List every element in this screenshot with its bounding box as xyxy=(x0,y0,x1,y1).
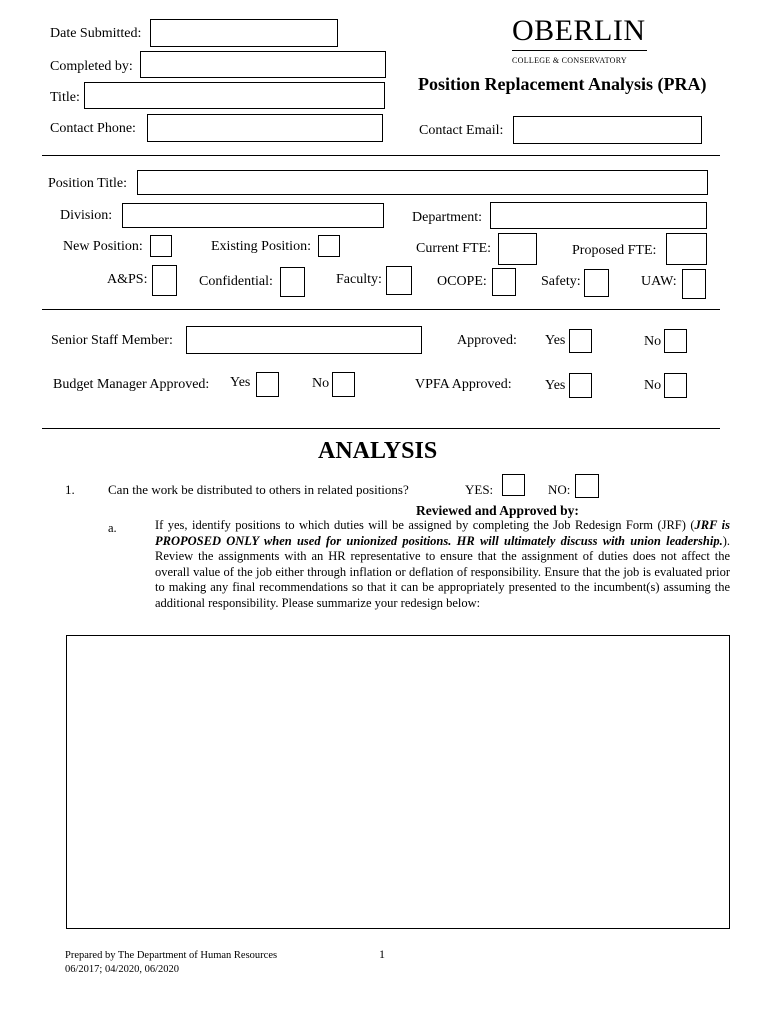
approved-yes-checkbox[interactable] xyxy=(569,329,592,353)
contact-phone-label: Contact Phone: xyxy=(50,121,136,136)
q1-number: 1. xyxy=(65,482,75,497)
q1-yes-label: YES: xyxy=(465,482,494,497)
divider-2 xyxy=(42,309,720,310)
department-label: Department: xyxy=(412,210,482,225)
completed-by-field[interactable] xyxy=(140,51,386,78)
approved-label: Approved: xyxy=(457,333,517,348)
item-a-label: a. xyxy=(108,521,117,535)
uaw-label: UAW: xyxy=(641,274,677,289)
proposed-fte-field[interactable] xyxy=(666,233,707,265)
current-fte-label: Current FTE: xyxy=(416,241,492,256)
q1-no-label: NO: xyxy=(548,482,571,497)
aps-label: A&PS: xyxy=(107,272,148,287)
senior-staff-label: Senior Staff Member: xyxy=(51,333,173,348)
uaw-checkbox[interactable] xyxy=(682,269,706,299)
position-title-label: Position Title: xyxy=(48,176,127,191)
vpfa-yes-checkbox[interactable] xyxy=(569,373,592,398)
form-title: Position Replacement Analysis (PRA) xyxy=(418,74,707,94)
safety-checkbox[interactable] xyxy=(584,269,609,297)
date-submitted-field[interactable] xyxy=(150,19,338,47)
department-field[interactable] xyxy=(490,202,707,229)
new-position-checkbox[interactable] xyxy=(150,235,172,257)
footer-dates: 06/2017; 04/2020, 06/2020 xyxy=(65,964,180,975)
oberlin-logo: OBERLIN xyxy=(512,14,646,47)
aps-checkbox[interactable] xyxy=(152,265,177,296)
date-submitted-label: Date Submitted: xyxy=(50,26,142,41)
existing-position-label: Existing Position: xyxy=(211,239,311,254)
ocope-label: OCOPE: xyxy=(437,274,487,289)
budget-manager-label: Budget Manager Approved: xyxy=(53,377,210,392)
contact-email-label: Contact Email: xyxy=(419,123,504,138)
vpfa-label: VPFA Approved: xyxy=(415,377,512,392)
approved-no-checkbox[interactable] xyxy=(664,329,687,353)
completed-by-label: Completed by: xyxy=(50,59,133,74)
budget-yes-label: Yes xyxy=(230,375,251,390)
oberlin-logo-subtitle: COLLEGE & CONSERVATORY xyxy=(512,56,628,65)
budget-no-checkbox[interactable] xyxy=(332,372,355,397)
divider-1 xyxy=(42,155,720,156)
budget-no-label: No xyxy=(312,376,330,391)
new-position-label: New Position: xyxy=(63,239,143,254)
existing-position-checkbox[interactable] xyxy=(318,235,340,257)
confidential-checkbox[interactable] xyxy=(280,267,305,297)
title-field[interactable] xyxy=(84,82,385,109)
reviewed-approved-label: Reviewed and Approved by: xyxy=(416,503,579,518)
vpfa-no-checkbox[interactable] xyxy=(664,373,687,398)
redesign-summary-textarea[interactable] xyxy=(66,635,730,929)
division-label: Division: xyxy=(60,208,113,223)
q1-question: Can the work be distributed to others in related positions? xyxy=(108,482,409,497)
analysis-heading: ANALYSIS xyxy=(318,438,438,464)
q1-yes-checkbox[interactable] xyxy=(502,474,525,496)
title-label: Title: xyxy=(50,90,80,105)
item-a-instructions: If yes, identify positions to which duties will be assigned by completing the Job Redesign Form (JRF) (JRF is PROPOSED ONLY when used for unionized positions. HR will ultimately discuss with union leadership.). Review the assignments with an HR representative to ensure that the assignment of duties does not affect the overall value of the job either through inflation or deflation of responsibility. Ensure that the job is evaluated prior to making any final recommendations so that it can be appropriately presented to the incumbent(s) assuming the additional responsibility. Please summarize your redesign below: xyxy=(155,518,730,610)
vpfa-no-label: No xyxy=(644,378,662,393)
approved-yes-label: Yes xyxy=(545,333,566,348)
confidential-label: Confidential: xyxy=(199,274,273,289)
contact-email-field[interactable] xyxy=(513,116,702,144)
page-number: 1 xyxy=(379,947,385,961)
footer-prepared-by: Prepared by The Department of Human Resources xyxy=(65,950,278,961)
proposed-fte-label: Proposed FTE: xyxy=(572,243,657,258)
divider-3 xyxy=(42,428,720,429)
logo-divider xyxy=(512,50,647,51)
division-field[interactable] xyxy=(122,203,384,228)
ocope-checkbox[interactable] xyxy=(492,268,516,296)
current-fte-field[interactable] xyxy=(498,233,537,265)
q1-no-checkbox[interactable] xyxy=(575,474,599,498)
faculty-label: Faculty: xyxy=(336,272,382,287)
budget-yes-checkbox[interactable] xyxy=(256,372,279,397)
position-title-field[interactable] xyxy=(137,170,708,195)
senior-staff-field[interactable] xyxy=(186,326,422,354)
approved-no-label: No xyxy=(644,334,662,349)
vpfa-yes-label: Yes xyxy=(545,378,566,393)
safety-label: Safety: xyxy=(541,274,581,289)
contact-phone-field[interactable] xyxy=(147,114,383,142)
faculty-checkbox[interactable] xyxy=(386,266,412,295)
